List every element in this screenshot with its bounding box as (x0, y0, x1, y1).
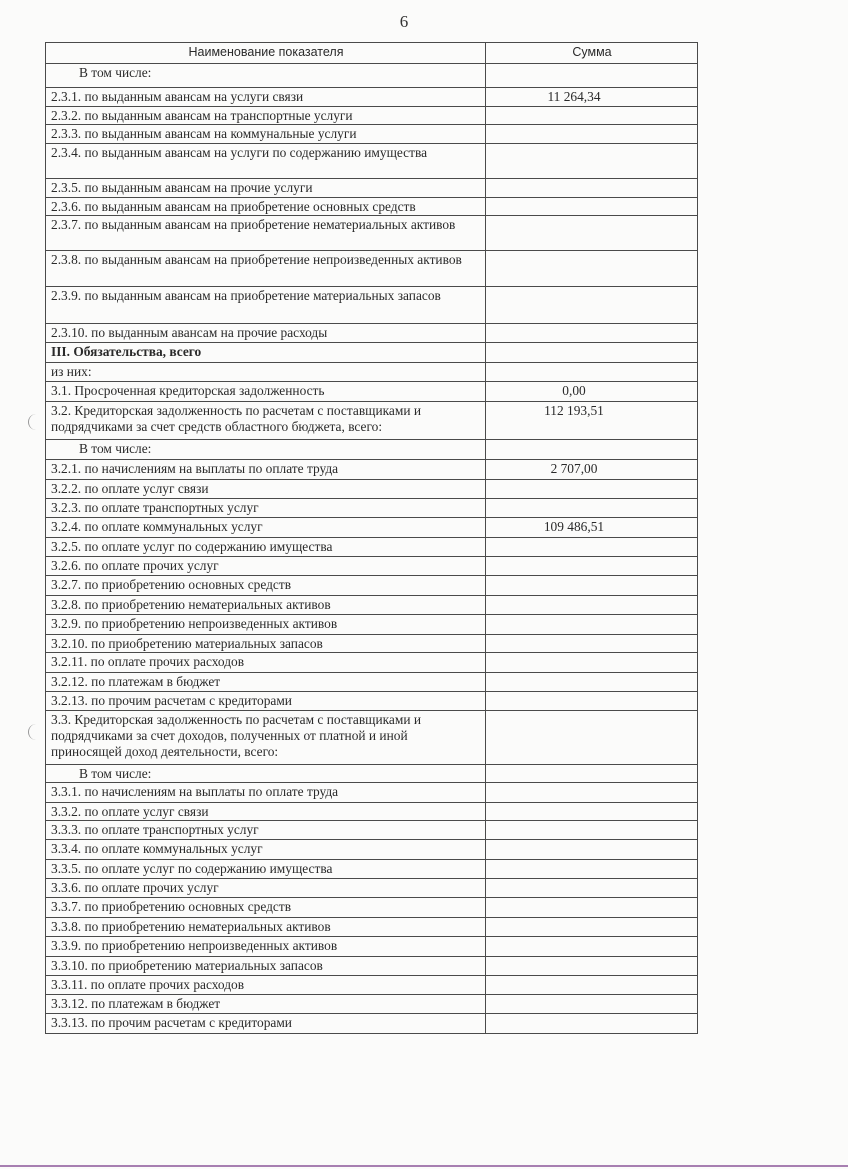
table-row (46, 382, 698, 402)
row-indicator-name: 3.2.6. по оплате прочих услуг (46, 557, 486, 576)
table-row (46, 88, 698, 107)
table-row (46, 144, 698, 179)
table-row (46, 783, 698, 803)
row-sum-value (486, 287, 698, 324)
row-indicator-name: 3.3.4. по оплате коммунальных услуг (46, 840, 486, 860)
table-row (46, 1014, 698, 1034)
row-indicator-name: 2.3.5. по выданным авансам на прочие услуги (46, 179, 486, 198)
table-row (46, 343, 698, 363)
table-row (46, 937, 698, 957)
table-row (46, 692, 698, 711)
row-sum-value (486, 576, 698, 596)
row-sum-value (486, 976, 698, 995)
row-indicator-name: III. Обязательства, всего (46, 343, 486, 363)
row-indicator-name: 3.3.11. по оплате прочих расходов (46, 976, 486, 995)
row-sum-value (486, 107, 698, 125)
row-sum-value (486, 673, 698, 692)
row-indicator-name: 2.3.1. по выданным авансам на услуги связи (46, 88, 486, 107)
row-indicator-name: В том числе: (46, 440, 486, 460)
row-sum-value (486, 898, 698, 918)
table-row (46, 711, 698, 765)
row-indicator-name: 2.3.6. по выданным авансам на приобретение основных средств (46, 198, 486, 216)
row-indicator-name: 3.3.2. по оплате услуг связи (46, 803, 486, 821)
table-row (46, 107, 698, 125)
table-row (46, 538, 698, 557)
row-indicator-name: 3.2. Кредиторская задолженность по расчетам с поставщиками и подрядчиками за счет средств областного бюджета, всего: (46, 402, 486, 440)
row-indicator-name: 2.3.2. по выданным авансам на транспортные услуги (46, 107, 486, 125)
report-table (45, 42, 698, 1034)
row-sum-value (486, 783, 698, 803)
table-row (46, 125, 698, 144)
table-row (46, 673, 698, 692)
row-sum-value (486, 765, 698, 783)
row-indicator-name: 2.3.3. по выданным авансам на коммунальные услуги (46, 125, 486, 144)
row-sum-value (486, 711, 698, 765)
table-row (46, 898, 698, 918)
row-indicator-name: 3.2.4. по оплате коммунальных услуг (46, 518, 486, 538)
row-indicator-name: из них: (46, 363, 486, 382)
row-sum-value: 0,00 (486, 382, 698, 402)
table-row (46, 803, 698, 821)
table-row (46, 596, 698, 615)
row-indicator-name: 3.3.3. по оплате транспортных услуг (46, 821, 486, 840)
table-row (46, 179, 698, 198)
row-sum-value (486, 803, 698, 821)
table-header-row (46, 43, 698, 64)
table-row (46, 918, 698, 937)
row-sum-value (486, 198, 698, 216)
row-indicator-name: 3.2.8. по приобретению нематериальных активов (46, 596, 486, 615)
row-sum-value: 11 264,34 (486, 88, 698, 107)
row-sum-value (486, 179, 698, 198)
table-row (46, 198, 698, 216)
row-sum-value (486, 653, 698, 673)
row-indicator-name: 3.2.1. по начислениям на выплаты по оплате труда (46, 460, 486, 480)
table-body (46, 64, 698, 1034)
header-sum: Сумма (486, 43, 698, 64)
table-row (46, 840, 698, 860)
row-indicator-name: 3.2.11. по оплате прочих расходов (46, 653, 486, 673)
table-row (46, 251, 698, 287)
table-row (46, 995, 698, 1014)
row-sum-value (486, 363, 698, 382)
row-indicator-name: 3.3.12. по платежам в бюджет (46, 995, 486, 1014)
row-sum-value (486, 499, 698, 518)
table-row (46, 635, 698, 653)
row-sum-value (486, 692, 698, 711)
table-row (46, 765, 698, 783)
row-sum-value (486, 557, 698, 576)
table-row (46, 576, 698, 596)
table-row (46, 518, 698, 538)
row-sum-value (486, 879, 698, 898)
row-indicator-name: 3.2.9. по приобретению непроизведенных активов (46, 615, 486, 635)
row-sum-value (486, 324, 698, 343)
table-row (46, 860, 698, 879)
row-indicator-name: 3.2.10. по приобретению материальных запасов (46, 635, 486, 653)
table-row (46, 821, 698, 840)
row-sum-value: 112 193,51 (486, 402, 698, 440)
row-sum-value (486, 957, 698, 976)
row-sum-value (486, 840, 698, 860)
row-sum-value (486, 1014, 698, 1034)
row-sum-value (486, 821, 698, 840)
row-indicator-name: 3.3.5. по оплате услуг по содержанию имущества (46, 860, 486, 879)
row-indicator-name: 3.3. Кредиторская задолженность по расчетам с поставщиками и подрядчиками за счет доходов, полученных от платной и иной приносящей доход деятельности, всего: (46, 711, 486, 765)
table-row (46, 216, 698, 251)
row-indicator-name: 3.3.10. по приобретению материальных запасов (46, 957, 486, 976)
row-sum-value (486, 343, 698, 363)
table-row (46, 976, 698, 995)
row-sum-value (486, 251, 698, 287)
row-sum-value (486, 440, 698, 460)
row-sum-value (486, 596, 698, 615)
row-sum-value (486, 64, 698, 88)
table-row (46, 879, 698, 898)
row-indicator-name: 3.1. Просроченная кредиторская задолженность (46, 382, 486, 402)
table-row (46, 64, 698, 88)
table-row (46, 499, 698, 518)
row-indicator-name: 3.2.2. по оплате услуг связи (46, 480, 486, 499)
row-sum-value (486, 216, 698, 251)
header-indicator-name: Наименование показателя (46, 43, 486, 64)
row-indicator-name: 3.3.8. по приобретению нематериальных активов (46, 918, 486, 937)
row-indicator-name: 2.3.7. по выданным авансам на приобретение нематериальных активов (46, 216, 486, 251)
row-indicator-name: 2.3.10. по выданным авансам на прочие расходы (46, 324, 486, 343)
row-indicator-name: 3.2.5. по оплате услуг по содержанию имущества (46, 538, 486, 557)
scan-edge-line (0, 1165, 848, 1167)
row-indicator-name: 3.3.9. по приобретению непроизведенных активов (46, 937, 486, 957)
row-indicator-name: 3.3.1. по начислениям на выплаты по оплате труда (46, 783, 486, 803)
table-row (46, 480, 698, 499)
row-sum-value: 109 486,51 (486, 518, 698, 538)
table-row (46, 440, 698, 460)
row-sum-value (486, 918, 698, 937)
table-row (46, 363, 698, 382)
row-indicator-name: 3.3.13. по прочим расчетам с кредиторами (46, 1014, 486, 1034)
table-row (46, 402, 698, 440)
row-indicator-name: В том числе: (46, 64, 486, 88)
row-sum-value (486, 995, 698, 1014)
row-sum-value (486, 538, 698, 557)
table-row (46, 653, 698, 673)
table-row (46, 324, 698, 343)
row-sum-value (486, 635, 698, 653)
row-indicator-name: В том числе: (46, 765, 486, 783)
table-row (46, 287, 698, 324)
row-sum-value (486, 860, 698, 879)
row-sum-value (486, 144, 698, 179)
row-sum-value (486, 480, 698, 499)
table-row (46, 615, 698, 635)
table-row (46, 557, 698, 576)
binding-mark (28, 414, 43, 430)
row-indicator-name: 2.3.8. по выданным авансам на приобретение непроизведенных активов (46, 251, 486, 287)
row-indicator-name: 3.2.13. по прочим расчетам с кредиторами (46, 692, 486, 711)
row-indicator-name: 2.3.4. по выданным авансам на услуги по содержанию имущества (46, 144, 486, 179)
report-table-container (45, 42, 698, 1034)
row-indicator-name: 3.2.7. по приобретению основных средств (46, 576, 486, 596)
page-number: 6 (399, 12, 409, 31)
row-sum-value (486, 125, 698, 144)
row-sum-value (486, 615, 698, 635)
row-indicator-name: 3.3.7. по приобретению основных средств (46, 898, 486, 918)
row-sum-value (486, 937, 698, 957)
row-indicator-name: 2.3.9. по выданным авансам на приобретение материальных запасов (46, 287, 486, 324)
binding-mark (28, 724, 43, 740)
row-indicator-name: 3.2.3. по оплате транспортных услуг (46, 499, 486, 518)
row-indicator-name: 3.2.12. по платежам в бюджет (46, 673, 486, 692)
table-row (46, 460, 698, 480)
row-sum-value: 2 707,00 (486, 460, 698, 480)
row-indicator-name: 3.3.6. по оплате прочих услуг (46, 879, 486, 898)
table-row (46, 957, 698, 976)
